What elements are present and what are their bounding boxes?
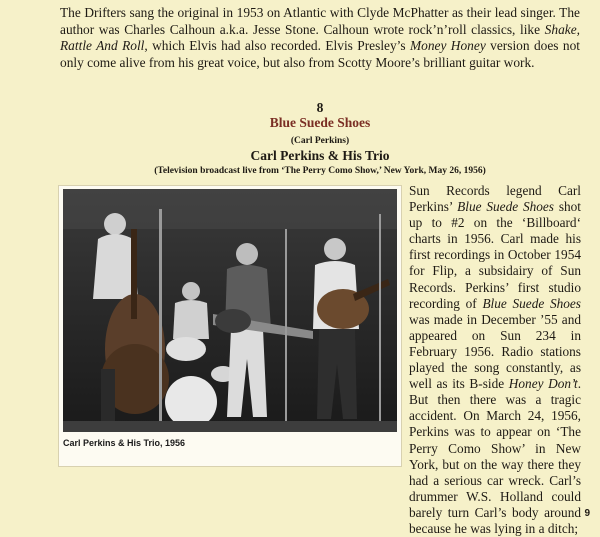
track-broadcast-info: (Television broadcast live from ‘The Perry Como Show,’ New York, May 26, 1956)	[154, 166, 486, 176]
side-text-3: was made in December ’55 and appeared on Sun 234 in February 1956. Radio stations played the song constantly, as well as its B-side	[409, 311, 581, 392]
track-number: 8	[316, 100, 324, 115]
side-text-1: Sun Records legend Carl Perkins’	[409, 183, 581, 215]
intro-text-3: version does not only come alive from his great voice, but also from Scotty Moore’s brilliant guitar work.	[60, 38, 580, 70]
side-song-title-3: Honey Don’t	[508, 376, 578, 392]
side-text-4: . But then there was a tragic accident. On March 24, 1956, Perkins was to appear on ‘The Perry Como Show’ in New York, but on the way there they had a serious car wreck. Carl’s drummer W.S. Holland could barely turn Carl’s body around because he was lying in a ditch;	[409, 376, 582, 536]
band-photo	[63, 189, 397, 432]
intro-paragraph	[60, 5, 580, 71]
page-number: 9	[584, 508, 590, 519]
side-paragraph	[409, 183, 581, 537]
side-text-2: shot up to #2 on the ‘Billboard‘ charts in 1956. Carl made his first recordings in October 1954 for Flip, a subsidairy of Sun Records. Perkins’ first studio recording of	[409, 199, 581, 311]
side-song-title-1: Blue Suede Shoes	[457, 199, 554, 215]
track-composer: (Carl Perkins)	[290, 136, 350, 146]
track-title: Blue Suede Shoes	[269, 115, 371, 130]
intro-song-title-1: Shake, Rattle And Roll	[60, 21, 580, 54]
track-heading	[60, 100, 580, 178]
intro-song-title-2: Money Honey	[410, 38, 486, 54]
band-photo-image	[63, 189, 397, 432]
track-artist: Carl Perkins & His Trio	[250, 148, 390, 163]
photo-caption: Carl Perkins & His Trio, 1956	[63, 438, 186, 448]
intro-text-2: , which Elvis had also recorded. Elvis Presley’s	[144, 38, 410, 54]
side-song-title-2: Blue Suede Shoes	[482, 295, 581, 311]
intro-text-1: The Drifters sang the original in 1953 on Atlantic with Clyde McPhatter as their lead singer. The author was Charles Calhoun a.k.a. Jesse Stone. Calhoun wrote rock’n’roll classics, like	[60, 5, 580, 37]
photo-frame	[58, 185, 402, 467]
